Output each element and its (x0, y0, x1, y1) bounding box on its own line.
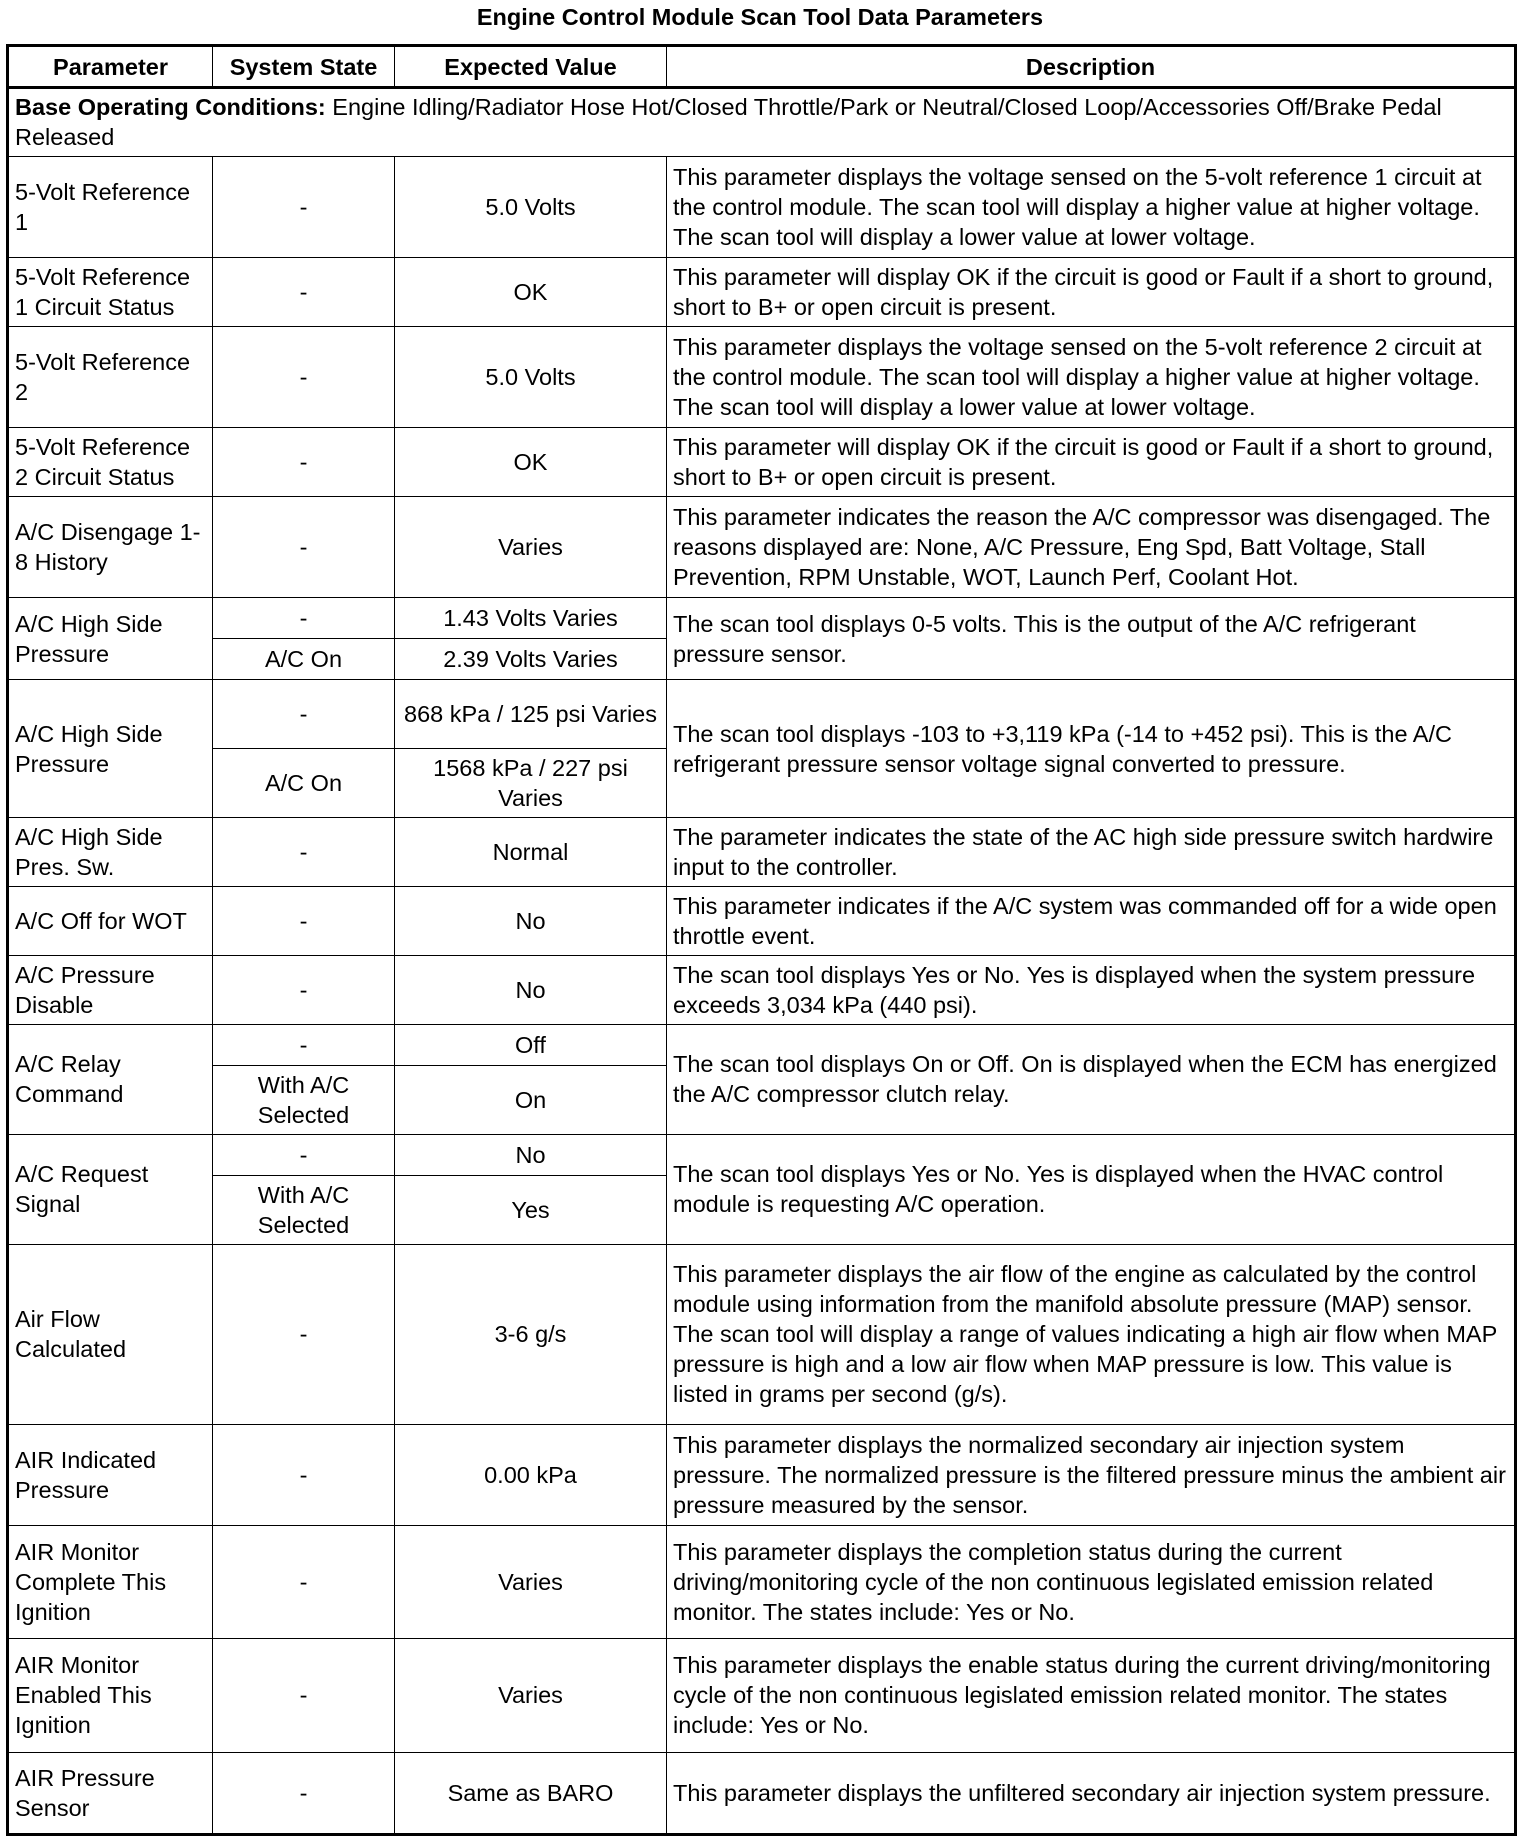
parameter-cell: A/C Pressure Disable (8, 955, 213, 1024)
expected-value-cell: On (395, 1065, 667, 1134)
expected-value-cell: Off (395, 1024, 667, 1065)
system-state-cell: With A/C Selected (213, 1065, 395, 1134)
system-state-cell: A/C On (213, 639, 395, 680)
expected-value-cell: No (395, 1134, 667, 1175)
parameter-cell: A/C Relay Command (8, 1024, 213, 1134)
expected-value-cell: Varies (395, 1525, 667, 1638)
description-cell: The scan tool displays 0-5 volts. This is the output of the A/C refrigerant pressure sensor. (667, 598, 1516, 680)
system-state-cell: - (213, 326, 395, 427)
system-state-cell: - (213, 680, 395, 749)
parameter-cell: 5-Volt Reference 2 Circuit Status (8, 428, 213, 497)
system-state-cell: A/C On (213, 749, 395, 818)
description-cell: This parameter displays the normalized secondary air injection system pressure. The normalized pressure is the filtered pressure minus the ambient air pressure measured by the sensor. (667, 1424, 1516, 1525)
table-row (8, 1244, 1516, 1424)
parameter-cell: 5-Volt Reference 1 (8, 156, 213, 257)
parameter-cell: A/C Disengage 1-8 History (8, 496, 213, 597)
description-cell: This parameter displays the completion status during the current driving/monitoring cycle of the non continuous legislated emission related monitor. The states include: Yes or No. (667, 1525, 1516, 1638)
expected-value-cell: No (395, 886, 667, 955)
table-header-row (8, 46, 1516, 88)
table-row (8, 955, 1516, 1024)
parameter-cell: AIR Indicated Pressure (8, 1424, 213, 1525)
base-conditions-label: Base Operating Conditions: (15, 94, 326, 121)
description-cell: This parameter indicates if the A/C system was commanded off for a wide open throttle event. (667, 886, 1516, 955)
table-row (8, 1024, 1516, 1065)
table-row (8, 156, 1516, 257)
expected-value-cell: Same as BARO (395, 1752, 667, 1834)
expected-value-cell: 868 kPa / 125 psi Varies (395, 680, 667, 749)
expected-value-cell: Varies (395, 496, 667, 597)
description-cell: This parameter displays the unfiltered secondary air injection system pressure. (667, 1752, 1516, 1834)
description-cell: This parameter indicates the reason the A/C compressor was disengaged. The reasons displayed are: None, A/C Pressure, Eng Spd, Batt Voltage, Stall Prevention, RPM Unstable, WOT, Launch Perf, Coolant Hot. (667, 496, 1516, 597)
parameter-cell: 5-Volt Reference 2 (8, 326, 213, 427)
description-cell: This parameter will display OK if the circuit is good or Fault if a short to ground, short to B+ or open circuit is present. (667, 258, 1516, 327)
expected-value-cell: 0.00 kPa (395, 1424, 667, 1525)
system-state-cell: - (213, 496, 395, 597)
description-cell: The scan tool displays Yes or No. Yes is displayed when the system pressure exceeds 3,034 kPa (440 psi). (667, 955, 1516, 1024)
parameter-cell: AIR Monitor Enabled This Ignition (8, 1639, 213, 1752)
expected-value-cell: Yes (395, 1175, 667, 1244)
header-system-state: System State (213, 46, 395, 88)
description-cell: This parameter displays the enable status during the current driving/monitoring cycle of the non continuous legislated emission related monitor. The states include: Yes or No. (667, 1639, 1516, 1752)
expected-value-cell: Normal (395, 818, 667, 887)
parameter-cell: A/C High Side Pressure (8, 598, 213, 680)
description-cell: The scan tool displays -103 to +3,119 kPa (-14 to +452 psi). This is the A/C refrigerant pressure sensor voltage signal converted to pressure. (667, 680, 1516, 818)
parameter-cell: AIR Pressure Sensor (8, 1752, 213, 1834)
parameter-cell: A/C High Side Pres. Sw. (8, 818, 213, 887)
table-row (8, 680, 1516, 749)
base-conditions-text: Engine Idling/Radiator Hose Hot/Closed Throttle/Park or Neutral/Closed Loop/Accessories Off/Brake Pedal Released (15, 94, 1442, 151)
description-cell: The parameter indicates the state of the AC high side pressure switch hardwire input to the controller. (667, 818, 1516, 887)
expected-value-cell: 1.43 Volts Varies (395, 598, 667, 639)
expected-value-cell: OK (395, 428, 667, 497)
description-cell: This parameter displays the voltage sensed on the 5-volt reference 2 circuit at the control module. The scan tool will display a higher value at higher voltage. The scan tool will display a lower value at lower voltage. (667, 326, 1516, 427)
table-row (8, 326, 1516, 427)
system-state-cell: - (213, 1752, 395, 1834)
expected-value-cell: No (395, 955, 667, 1024)
parameter-cell: A/C Request Signal (8, 1134, 213, 1244)
system-state-cell: - (213, 955, 395, 1024)
scan-tool-parameters-table (6, 44, 1517, 1836)
system-state-cell: - (213, 1424, 395, 1525)
base-conditions-row (8, 88, 1516, 157)
table-row (8, 428, 1516, 497)
header-expected-value: Expected Value (395, 46, 667, 88)
table-row (8, 598, 1516, 639)
system-state-cell: - (213, 156, 395, 257)
parameter-cell: A/C High Side Pressure (8, 680, 213, 818)
table-row (8, 1424, 1516, 1525)
table-row (8, 258, 1516, 327)
table-row (8, 1752, 1516, 1834)
expected-value-cell: Varies (395, 1639, 667, 1752)
table-row (8, 818, 1516, 887)
parameter-cell: Air Flow Calculated (8, 1244, 213, 1424)
expected-value-cell: 2.39 Volts Varies (395, 639, 667, 680)
system-state-cell: With A/C Selected (213, 1175, 395, 1244)
base-conditions-cell (8, 88, 1516, 157)
table-row (8, 1639, 1516, 1752)
expected-value-cell: 3-6 g/s (395, 1244, 667, 1424)
header-parameter: Parameter (8, 46, 213, 88)
description-cell: This parameter displays the voltage sensed on the 5-volt reference 1 circuit at the control module. The scan tool will display a higher value at higher voltage. The scan tool will display a lower value at lower voltage. (667, 156, 1516, 257)
system-state-cell: - (213, 1244, 395, 1424)
parameter-cell: 5-Volt Reference 1 Circuit Status (8, 258, 213, 327)
expected-value-cell: 5.0 Volts (395, 326, 667, 427)
parameter-cell: AIR Monitor Complete This Ignition (8, 1525, 213, 1638)
system-state-cell: - (213, 1639, 395, 1752)
expected-value-cell: 5.0 Volts (395, 156, 667, 257)
description-cell: This parameter will display OK if the circuit is good or Fault if a short to ground, short to B+ or open circuit is present. (667, 428, 1516, 497)
system-state-cell: - (213, 818, 395, 887)
description-cell: The scan tool displays On or Off. On is displayed when the ECM has energized the A/C compressor clutch relay. (667, 1024, 1516, 1134)
description-cell: The scan tool displays Yes or No. Yes is displayed when the HVAC control module is requesting A/C operation. (667, 1134, 1516, 1244)
table-title: Engine Control Module Scan Tool Data Parameters (476, 4, 1044, 30)
system-state-cell: - (213, 1525, 395, 1638)
expected-value-cell: 1568 kPa / 227 psi Varies (395, 749, 667, 818)
expected-value-cell: OK (395, 258, 667, 327)
system-state-cell: - (213, 258, 395, 327)
header-description: Description (667, 46, 1516, 88)
parameter-cell: A/C Off for WOT (8, 886, 213, 955)
system-state-cell: - (213, 598, 395, 639)
table-row (8, 1134, 1516, 1175)
table-row (8, 496, 1516, 597)
table-row (8, 886, 1516, 955)
system-state-cell: - (213, 428, 395, 497)
system-state-cell: - (213, 1024, 395, 1065)
system-state-cell: - (213, 886, 395, 955)
table-row (8, 1525, 1516, 1638)
description-cell: This parameter displays the air flow of the engine as calculated by the control module using information from the manifold absolute pressure (MAP) sensor. The scan tool will display a range of values indicating a high air flow when MAP pressure is high and a low air flow when MAP pressure is low. This value is listed in grams per second (g/s). (667, 1244, 1516, 1424)
system-state-cell: - (213, 1134, 395, 1175)
